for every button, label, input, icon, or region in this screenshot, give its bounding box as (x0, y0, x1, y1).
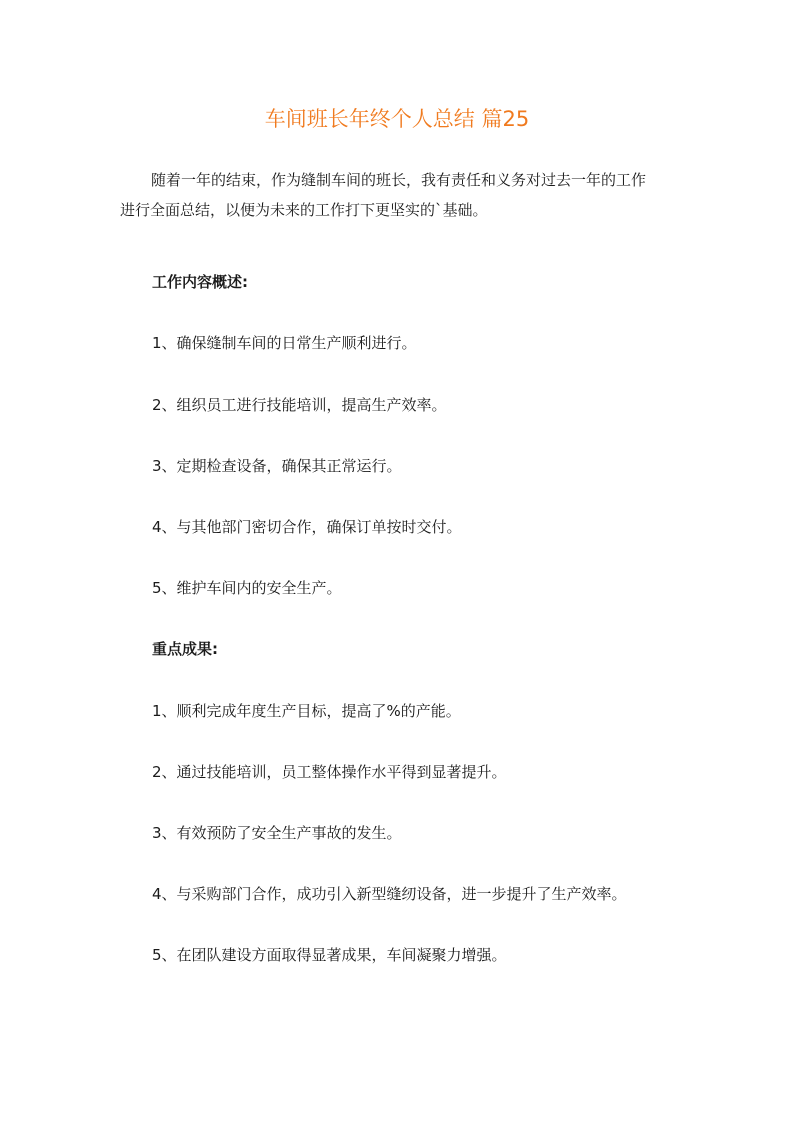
intro-paragraph (120, 165, 686, 225)
list-item: 2、通过技能培训，员工整体操作水平得到显著提升。 (152, 763, 507, 781)
list-item: 3、定期检查设备，确保其正常运行。 (152, 457, 402, 475)
document-title: 车间班长年终个人总结 篇25 (264, 107, 530, 131)
list-item: 5、维护车间内的安全生产。 (152, 579, 342, 597)
section-heading-work-overview: 工作内容概述: (152, 273, 248, 291)
list-item: 1、确保缝制车间的日常生产顺利进行。 (152, 334, 417, 352)
intro-line: 进行全面总结，以便为未来的工作打下更坚实的`基础。 (120, 201, 488, 219)
list-item: 3、有效预防了安全生产事故的发生。 (152, 824, 402, 842)
list-item: 5、在团队建设方面取得显著成果，车间凝聚力增强。 (152, 946, 507, 964)
section-heading-key-results: 重点成果: (152, 640, 218, 658)
list-item: 1、顺利完成年度生产目标，提高了%的产能。 (152, 702, 461, 720)
list-item: 2、组织员工进行技能培训，提高生产效率。 (152, 396, 447, 414)
list-item: 4、与采购部门合作，成功引入新型缝纫设备，进一步提升了生产效率。 (152, 885, 627, 903)
list-item: 4、与其他部门密切合作，确保订单按时交付。 (152, 518, 462, 536)
intro-line: 随着一年的结束，作为缝制车间的班长，我有责任和义务对过去一年的工作 (151, 171, 647, 189)
